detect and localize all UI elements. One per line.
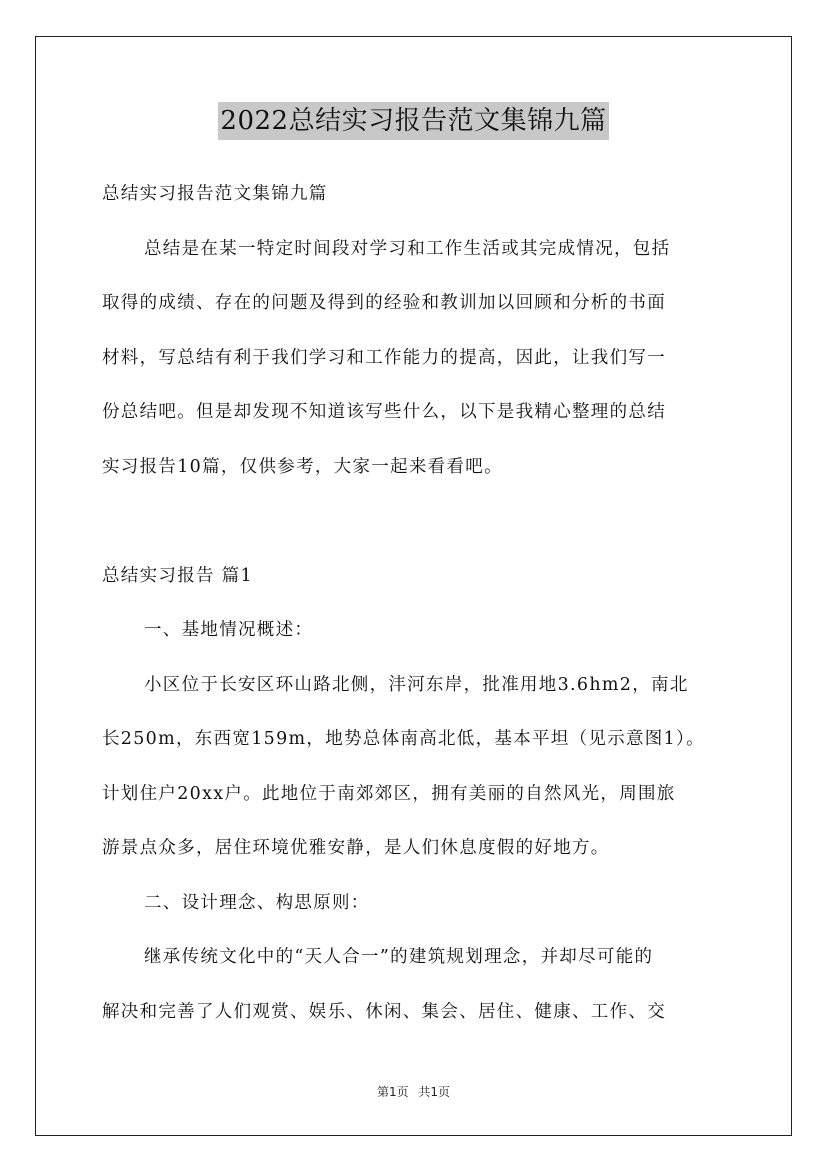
para2-line: 继承传统文化中的“天人合一”的建筑规划理念，并却尽可能的 [144, 947, 654, 967]
paragraph-gap [102, 503, 732, 558]
intro-line: 取得的成绩、存在的问题及得到的经验和教训加以回顾和分析的书面 [102, 293, 666, 313]
intro-line: 材料，写总结有利于我们学习和工作能力的提高，因此，让我们写一 [102, 347, 666, 368]
intro-line: 份总结吧。但是却发现不知道该写些什么，以下是我精心整理的总结 [102, 402, 666, 422]
intro-line: 实习报告10篇，仅供参考，大家一起来看看吧。 [102, 456, 503, 477]
section-title: 总结实习报告 篇1 [102, 565, 253, 586]
para1-line: 小区位于长安区环山路北侧，沣河东岸，批准用地3.6hm2，南北 [144, 674, 689, 695]
para1-line: 长250m，东西宽159m，地势总体南高北低，基本平坦（见示意图1）。 [102, 729, 705, 749]
document-subtitle: 总结实习报告范文集锦九篇 [102, 184, 328, 204]
heading-basic-info: 一、基地情况概述： [144, 620, 314, 640]
document-title: 2022总结实习报告范文集锦九篇 [218, 102, 608, 140]
para1-line: 计划住户20xx户。此地位于南郊郊区，拥有美丽的自然风光，周围旅 [102, 783, 676, 804]
para1-line: 游景点众多，居住环境优雅安静，是人们休息度假的好地方。 [102, 838, 610, 858]
intro-line: 总结是在某一特定时间段对学习和工作生活或其完成情况，包括 [144, 238, 671, 259]
heading-design-concept: 二、设计理念、构思原则： [144, 892, 370, 913]
page-footer [0, 1083, 827, 1100]
para2-line: 解决和完善了人们观赏、娱乐、休闲、集会、居住、健康、工作、交 [102, 1001, 666, 1022]
title-wrap [0, 102, 827, 140]
document-body [102, 176, 732, 1048]
page-number: 第1页 [376, 1085, 409, 1099]
page-total: 共1页 [418, 1085, 451, 1099]
